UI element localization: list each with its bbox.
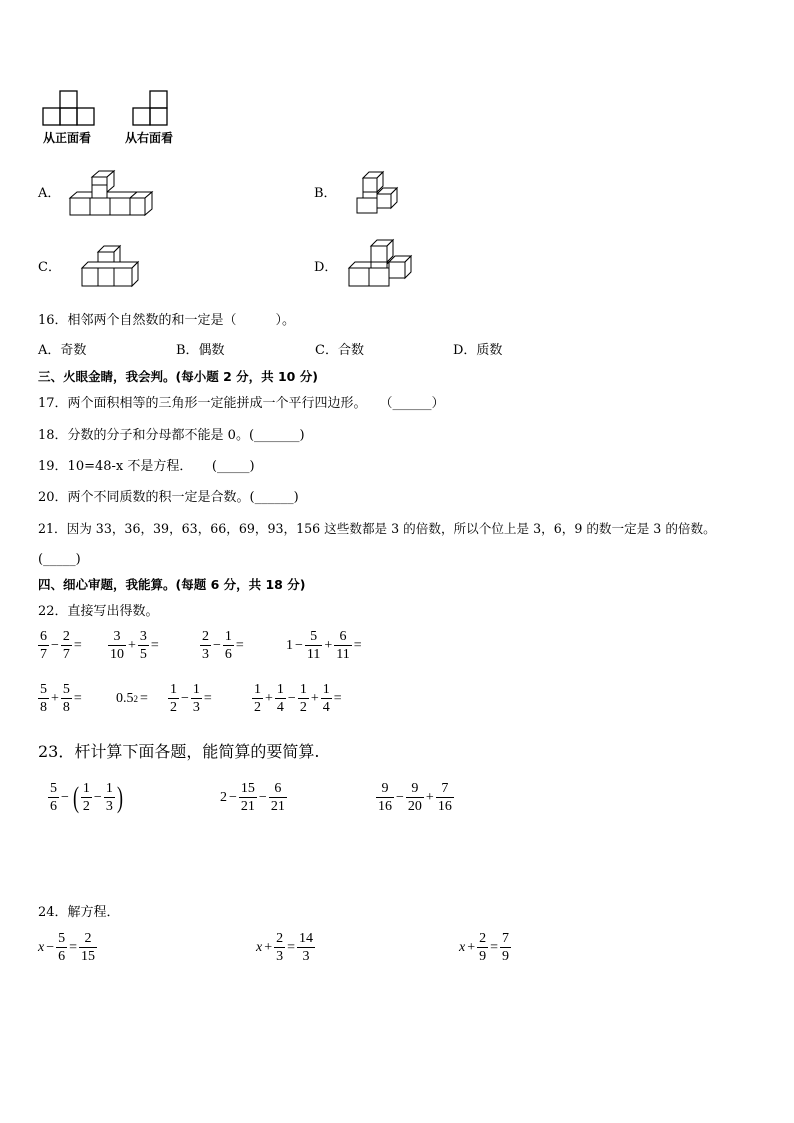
q21-blank: (_____): [38, 552, 81, 567]
q23-expr-2: 2 − $\frac{15}{21}$ − $\frac{6}{21}$: [220, 781, 285, 814]
q24-eq-3: x + $\frac{2}{9}$ = $\frac{7}{9}$: [459, 931, 510, 964]
q22-expr-3: $\frac{2}{3}$ − $\frac{1}{6}$ =: [202, 629, 244, 662]
q20: 20．两个不同质数的积一定是合数。(______): [38, 490, 299, 505]
q24-title: 24．解方程．: [38, 905, 120, 920]
q24-eq-2: x + $\frac{2}{3}$ = $\frac{14}{3}$: [256, 931, 314, 964]
right-view-figure: [133, 90, 173, 130]
q17: 17．两个面积相等的三角形一定能拼成一个平行四边形。 （______）: [38, 396, 445, 411]
q21: 21．因为 33，36，39，63，66，69，93，156 这些数都是 3 的倍数，所以个位上是 3，6，9 的数一定是 3 的倍数。: [38, 521, 716, 536]
section4-heading: 四、细心审题，我能算。(每题 6 分，共 18 分): [38, 577, 306, 592]
q23-expr-3: $\frac{9}{16}$ − $\frac{9}{20}$ + $\frac{7}{16}$: [378, 781, 452, 814]
option-b-figure: [355, 170, 403, 216]
option-d-figure: [347, 236, 419, 290]
q16-option-a: A．奇数: [38, 343, 87, 358]
option-a-label: A．: [38, 186, 61, 201]
q16-option-c: C．合数: [315, 343, 364, 358]
q22-expr-8: $\frac{1}{2}$ + $\frac{1}{4}$ − $\frac{1}{2}$ + $\frac{1}{4}$ =: [254, 682, 342, 715]
q22-expr-1: $\frac{6}{7}$ − $\frac{2}{7}$ =: [40, 629, 82, 662]
q24-eq-1: x − $\frac{5}{6}$ = $\frac{2}{15}$: [38, 931, 96, 964]
option-c-label: C．: [38, 260, 61, 275]
right-view-caption: 从右面看: [125, 131, 174, 145]
front-view-figure: [43, 90, 103, 130]
option-a-figure: [68, 170, 158, 218]
q22-expr-6: 0.5 2 =: [116, 691, 148, 706]
q16-option-b: B．偶数: [176, 343, 225, 358]
option-c-figure: [80, 244, 144, 290]
q22-expr-5: $\frac{5}{8}$ + $\frac{5}{8}$ =: [40, 682, 82, 715]
front-view-caption: 从正面看: [43, 131, 92, 145]
q22-expr-4: 1 − $\frac{5}{11}$ + $\frac{6}{11}$ =: [286, 629, 362, 662]
q18: 18．分数的分子和分母都不能是 0。(_______): [38, 428, 305, 443]
q22-expr-2: $\frac{3}{10}$ + $\frac{3}{5}$ =: [110, 629, 159, 662]
q22-expr-7: $\frac{1}{2}$ − $\frac{1}{3}$ =: [170, 682, 212, 715]
section3-heading: 三、火眼金睛，我会判。(每小题 2 分，共 10 分): [38, 369, 318, 384]
option-d-label: D．: [314, 260, 338, 275]
q23-title: 23．杆计算下面各题，能简算的要简算.: [38, 742, 320, 761]
q16-option-d: D．质数: [453, 343, 503, 358]
q16-stem: 16．相邻两个自然数的和一定是（ ）。: [38, 313, 296, 328]
option-b-label: B．: [314, 186, 337, 201]
q22-title: 22．直接写出得数。: [38, 604, 159, 619]
q23-expr-1: $\frac{5}{6}$ − ( $\frac{1}{2}$ − $\frac{1}{3}$ ): [50, 780, 123, 814]
q19: 19．10=48-x 不是方程． (_____): [38, 459, 255, 474]
